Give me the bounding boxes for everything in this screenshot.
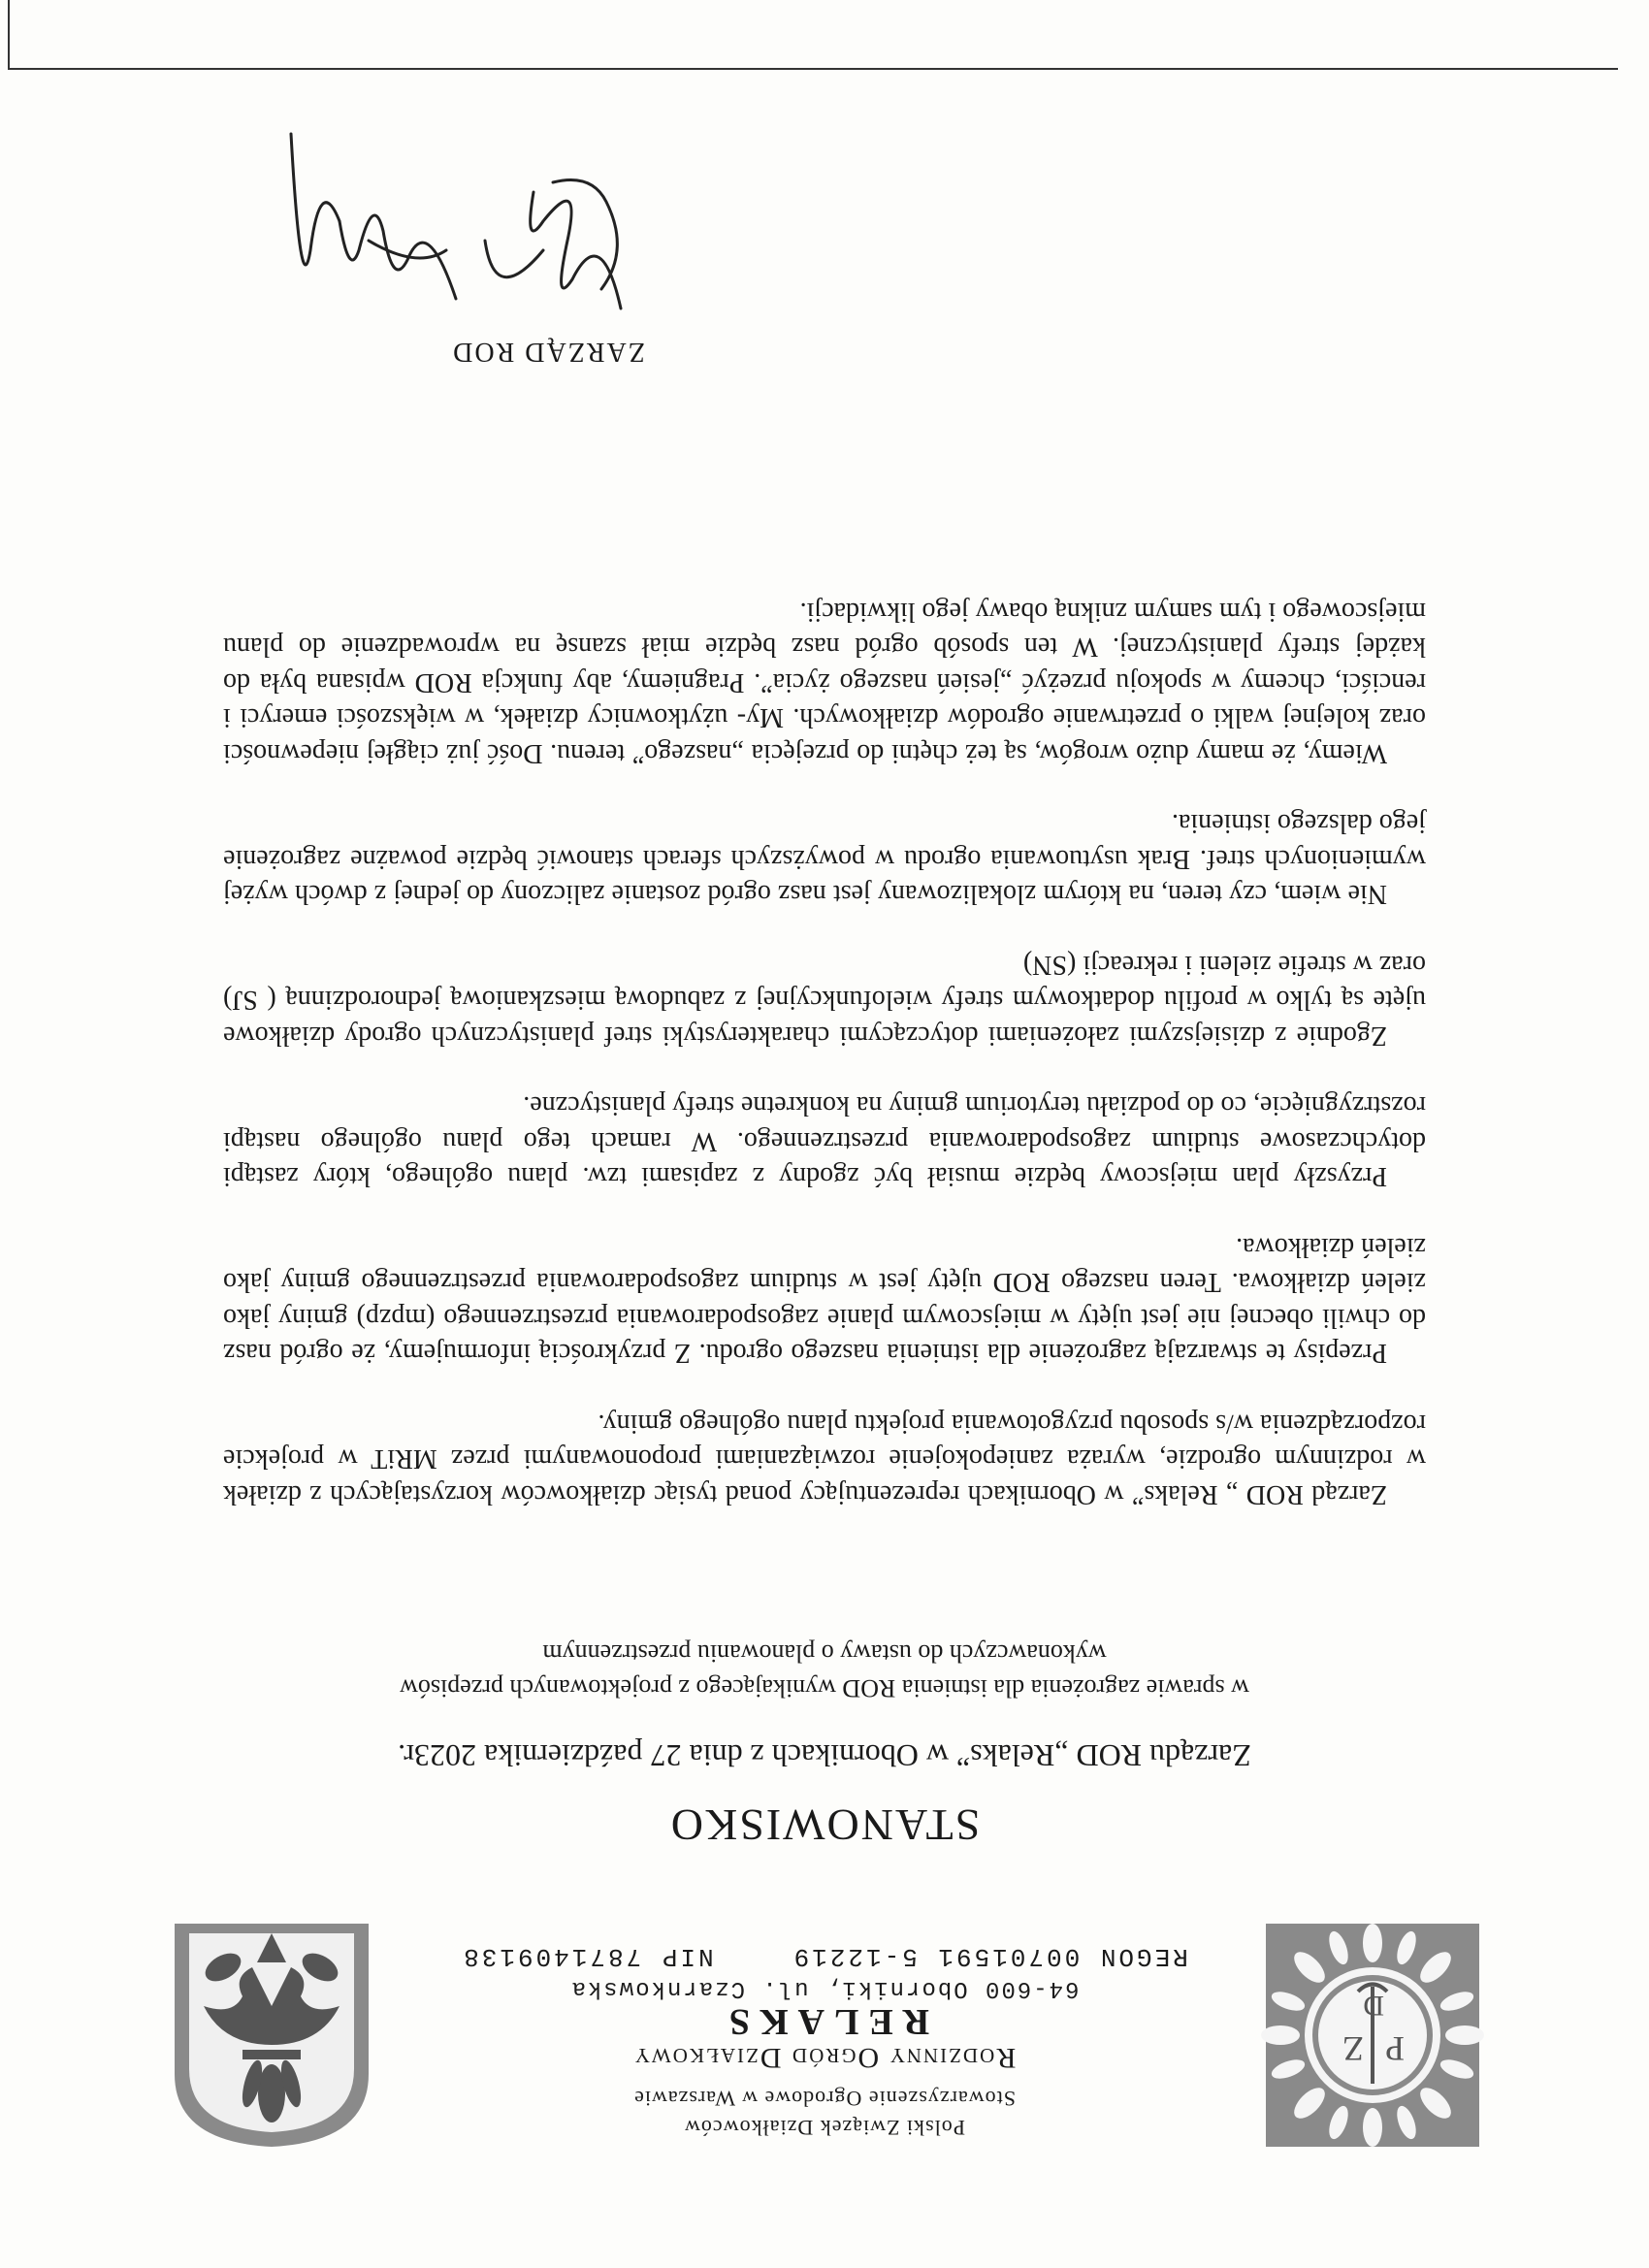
document-title: STANOWISKO [668, 1800, 981, 1850]
board-label: ZARZĄD ROD [451, 337, 645, 367]
org-branch-line: Stowarzyszenie Ogrodowe w Warszawie [633, 2087, 1016, 2111]
garden-name: RELAKS [719, 2001, 930, 2042]
paragraph-2: Przepisy te stwarzają zagrożenie dla istnienia naszego ogrodu. Z przykrością informujemy, że ogród nasz do chwili obecnej nie jest ujęty w miejscowym planie zagospodarowania przestrzennego (mpzp) gminy jako zieleń działkowa. Teren naszego ROD ujęty jest w studium zagospodarowania przestrzennego gminy jako zieleń działkowa. [223, 1232, 1426, 1369]
svg-text:P: P [1384, 2029, 1405, 2068]
org-name-line: Polski Związek Działkowców [684, 2116, 965, 2140]
letterhead [165, 1919, 1484, 2152]
pzd-logo-icon [1261, 1919, 1484, 2152]
eagle-emblem-icon [165, 1919, 378, 2152]
handwritten-signatures [272, 114, 660, 367]
paragraph-5: Nie wiem, czy teren, na którym zlokalizowany jest nasz ogród zostanie zaliczony do jednej z dwóch wyżej wymienionych stref. Brak usytuowania ogrodu w powyższych sferach stanowić będzie poważne zagrożenie jego dalszego istnienia. [223, 808, 1426, 910]
letter-body [223, 559, 1426, 1512]
paragraph-3: Przyszły plan miejscowy będzie musiał być zgodny z zapisami tzw. planu ogólnego, który zastąpi dotychczasowe studium zagospodarowania przestrzennego. W ramach tego planu ogólnego nastąpi rozstrzygnięcie, co do podziału terytorium gminy na konkretne strefy planistyczne. [223, 1090, 1426, 1192]
letterhead-text [417, 1940, 1232, 2142]
nip-number: NIP 7871409138 [461, 1942, 714, 1971]
svg-text:D: D [1363, 1990, 1384, 2022]
paragraph-4: Zgodnie z dzisiejszymi założeniami dotyczącymi charakterystyki stref planistycznych ogrody działkowe ujęte są tylko w profilu dodatkowym strefy wielofunkcyjnej z zabudową mieszkaniową jednorodzinną ( SJ) oraz w strefie zieleni i rekreacji (SN) [223, 950, 1426, 1051]
regarding-line-1: w sprawie zagrożenia dla istnienia ROD wynikającego z projektowanych przepisów [400, 1674, 1249, 1702]
svg-text:Z: Z [1342, 2029, 1364, 2068]
document-regarding [242, 1636, 1406, 1705]
signature-block [272, 114, 660, 367]
regarding-line-2: wykonawczych do ustawy o planowaniu przestrzennym [542, 1639, 1107, 1668]
regon-number: REGON 00701591 5-12219 [791, 1942, 1188, 1971]
paragraph-1: Zarząd ROD „ Relaks” w Obornikach reprezentujący ponad tysiąc działkowców korzystających z działek w rodzinnym ogrodzie, wyraża zaniepokojenie rozwiązaniami proponowanymi przez MRiT w projekcie rozporządzenia w/s sposobu przygotowania projektu planu ogólnego gminy. [223, 1409, 1426, 1509]
garden-type: Rodzinny Ogród Działkowy [632, 2042, 1017, 2074]
garden-address: 64-600 Oborniki, ul. Czarnkowska [569, 1975, 1080, 2001]
document-subtitle: Zarządu ROD „Relaks” w Obornikach z dnia 27 października 2023r. [398, 1738, 1251, 1773]
paragraph-6: Wiemy, że mamy dużo wrogów, są też chętni do przejęcia „naszego” terenu. Dość już ciągłej niepewności oraz kolejnej walki o przetrwanie ogrodów działkowych. My- użytkownicy działek, w większości emeryci i renciści, chcemy w spokoju przeżyć „jesień naszego życia”. Pragniemy, aby funkcja ROD wpisana była do każdej strefy planistycznej. W ten sposób ogród nasz będzie miał szansę na wprowadzenie do planu miejscowego i tym samym znikną obawy jego likwidacji. [223, 597, 1426, 768]
registration-ids [417, 1940, 1232, 1973]
